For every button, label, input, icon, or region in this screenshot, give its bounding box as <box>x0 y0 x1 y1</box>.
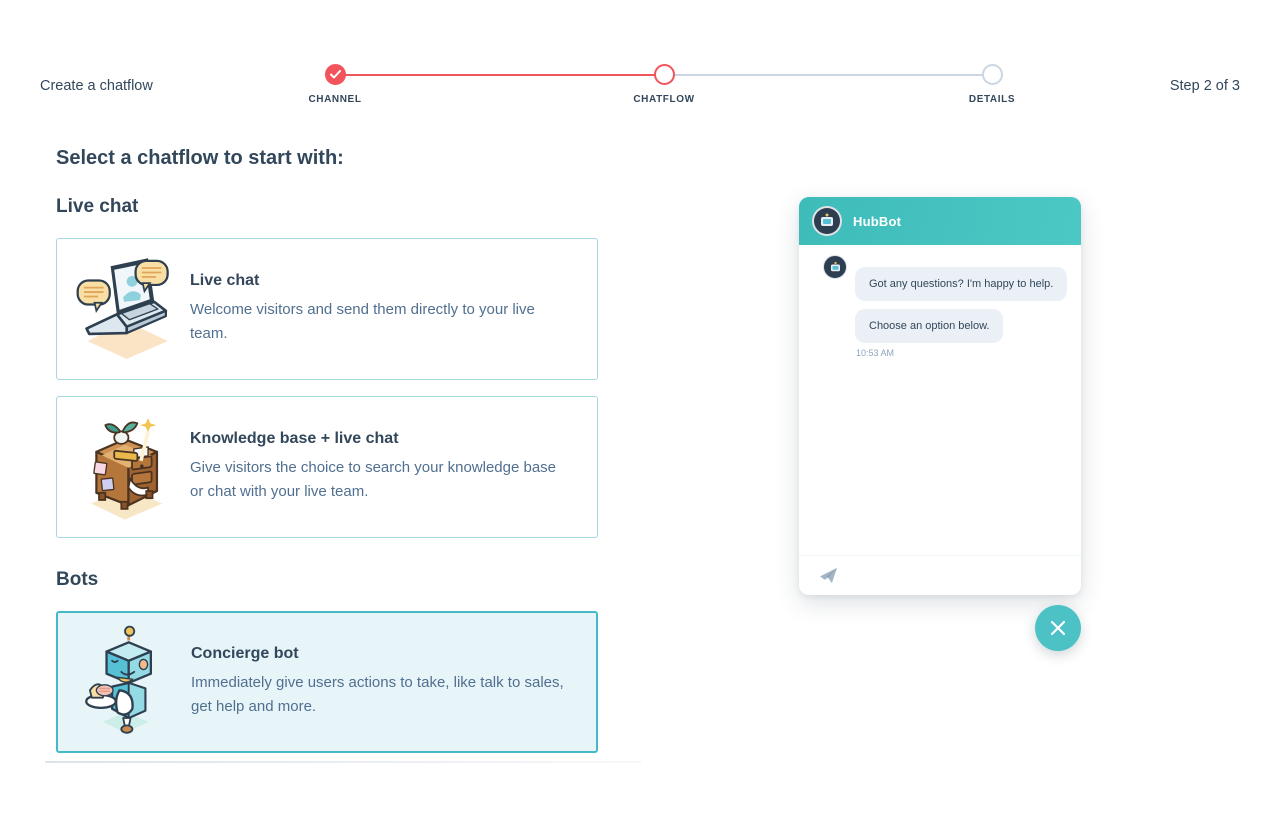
concierge-bot-illustration <box>58 623 191 741</box>
robot-avatar-icon <box>812 206 842 236</box>
message-robot-avatar-icon <box>823 255 847 279</box>
chat-body <box>799 245 1081 555</box>
chat-footer <box>799 555 1081 595</box>
chat-header <box>799 197 1081 245</box>
check-icon <box>330 70 341 79</box>
step-indicator: Step 2 of 3 <box>1169 78 1240 94</box>
card-knowledge-base-live-chat[interactable] <box>56 396 598 538</box>
step-details-circle <box>982 64 1003 85</box>
card-live-chat-title: Live chat <box>190 272 260 289</box>
page-title: Create a chatflow <box>40 78 153 94</box>
step-channel[interactable] <box>275 64 395 105</box>
stepper <box>0 0 1280 120</box>
card-live-chat[interactable] <box>56 238 598 380</box>
laptop-chat-illustration <box>57 251 190 367</box>
card-knowledge-base-description: Give visitors the choice to search your knowledge base or chat with your live team. <box>190 459 557 500</box>
knowledge-base-illustration <box>57 408 190 526</box>
step-chatflow-circle <box>654 64 675 85</box>
x-icon <box>1049 619 1067 637</box>
card-concierge-bot[interactable] <box>56 611 598 753</box>
scroll-edge-shadow <box>45 761 642 763</box>
step-chatflow-label: CHATFLOW <box>633 94 695 105</box>
card-concierge-bot-description: Immediately give users actions to take, like talk to sales, get help and more. <box>191 674 564 715</box>
section-title-live-chat: Live chat <box>56 196 139 217</box>
card-knowledge-base-title: Knowledge base + live chat <box>190 430 399 447</box>
chat-message: Choose an option below. <box>855 309 1003 343</box>
step-details-label: DETAILS <box>968 94 1016 105</box>
message-timestamp: 10:53 AM <box>856 348 895 358</box>
step-channel-label: CHANNEL <box>308 94 362 105</box>
send-button[interactable] <box>819 567 841 585</box>
card-live-chat-description: Welcome visitors and send them directly to your live team. <box>190 301 535 342</box>
chat-bot-name: HubBot <box>853 213 902 229</box>
chat-message: Got any questions? I'm happy to help. <box>855 267 1067 301</box>
section-title-bots: Bots <box>56 569 99 590</box>
step-chatflow[interactable] <box>604 64 724 105</box>
step-channel-circle <box>325 64 346 85</box>
paper-plane-icon <box>819 567 838 584</box>
main-heading: Select a chatflow to start with: <box>56 147 344 169</box>
chat-close-button[interactable] <box>1035 605 1081 651</box>
card-concierge-bot-title: Concierge bot <box>191 645 299 662</box>
step-details[interactable] <box>932 64 1052 105</box>
chat-preview-widget <box>799 197 1081 595</box>
